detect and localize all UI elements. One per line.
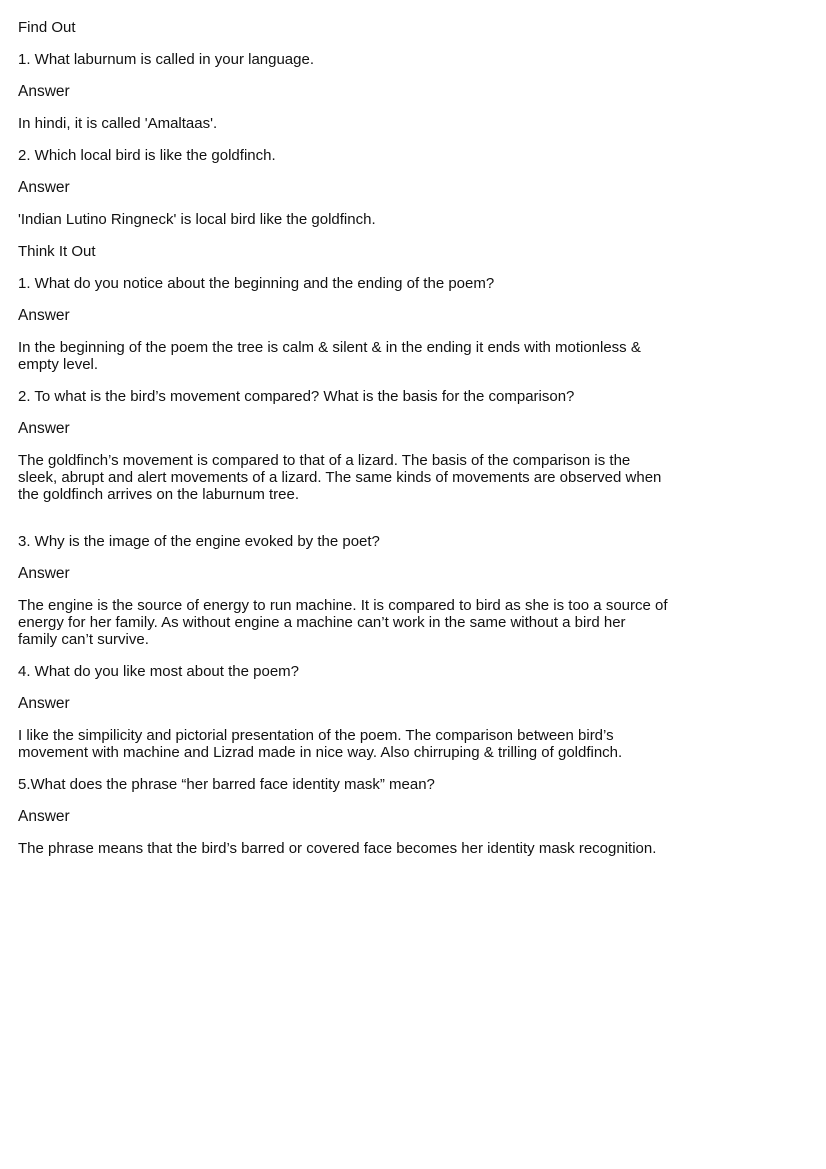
answer-text: The goldfinch’s movement is compared to that of a lizard. The basis of the comparison is the sleek, abrupt and alert movements of a lizard. The same kinds of movements are observed when the goldfinch arrives on the laburnum tree. — [18, 452, 662, 503]
answer-text: In the beginning of the poem the tree is calm & silent & in the ending it ends with motionless & empty level. — [18, 339, 641, 373]
answer-label: Answer — [18, 808, 70, 825]
question-text: 1. What do you notice about the beginning and the ending of the poem? — [18, 275, 495, 292]
answer-text: The phrase means that the bird’s barred or covered face becomes her identity mask recognition. — [18, 840, 657, 857]
answer-label: Answer — [18, 565, 70, 582]
answer-label: Answer — [18, 695, 70, 712]
question-text: 4. What do you like most about the poem? — [18, 663, 299, 680]
question-text: 3. Why is the image of the engine evoked by the poet? — [18, 533, 380, 550]
section-heading-think-it-out: Think It Out — [18, 243, 96, 260]
question-text: 5.What does the phrase “her barred face identity mask” mean? — [18, 776, 435, 793]
answer-label: Answer — [18, 179, 70, 196]
answer-text: The engine is the source of energy to run machine. It is compared to bird as she is too a source of energy for her family. As without engine a machine can’t work in the same without a bird her family can’t survive. — [18, 597, 668, 648]
answer-text: I like the simpilicity and pictorial presentation of the poem. The comparison between bird’s movement with machine and Lizrad made in nice way. Also chirruping & trilling of goldfinch. — [18, 727, 623, 761]
answer-label: Answer — [18, 83, 70, 100]
question-text: 1. What laburnum is called in your language. — [18, 51, 315, 68]
answer-label: Answer — [18, 307, 70, 324]
answer-text: In hindi, it is called 'Amaltaas'. — [18, 115, 218, 132]
section-heading-find-out: Find Out — [18, 19, 76, 36]
question-text: 2. Which local bird is like the goldfinch. — [18, 147, 276, 164]
answer-label: Answer — [18, 420, 70, 437]
document-body — [18, 19, 668, 872]
question-text: 2. To what is the bird’s movement compared? What is the basis for the comparison? — [18, 388, 575, 405]
answer-text: 'Indian Lutino Ringneck' is local bird like the goldfinch. — [18, 211, 376, 228]
